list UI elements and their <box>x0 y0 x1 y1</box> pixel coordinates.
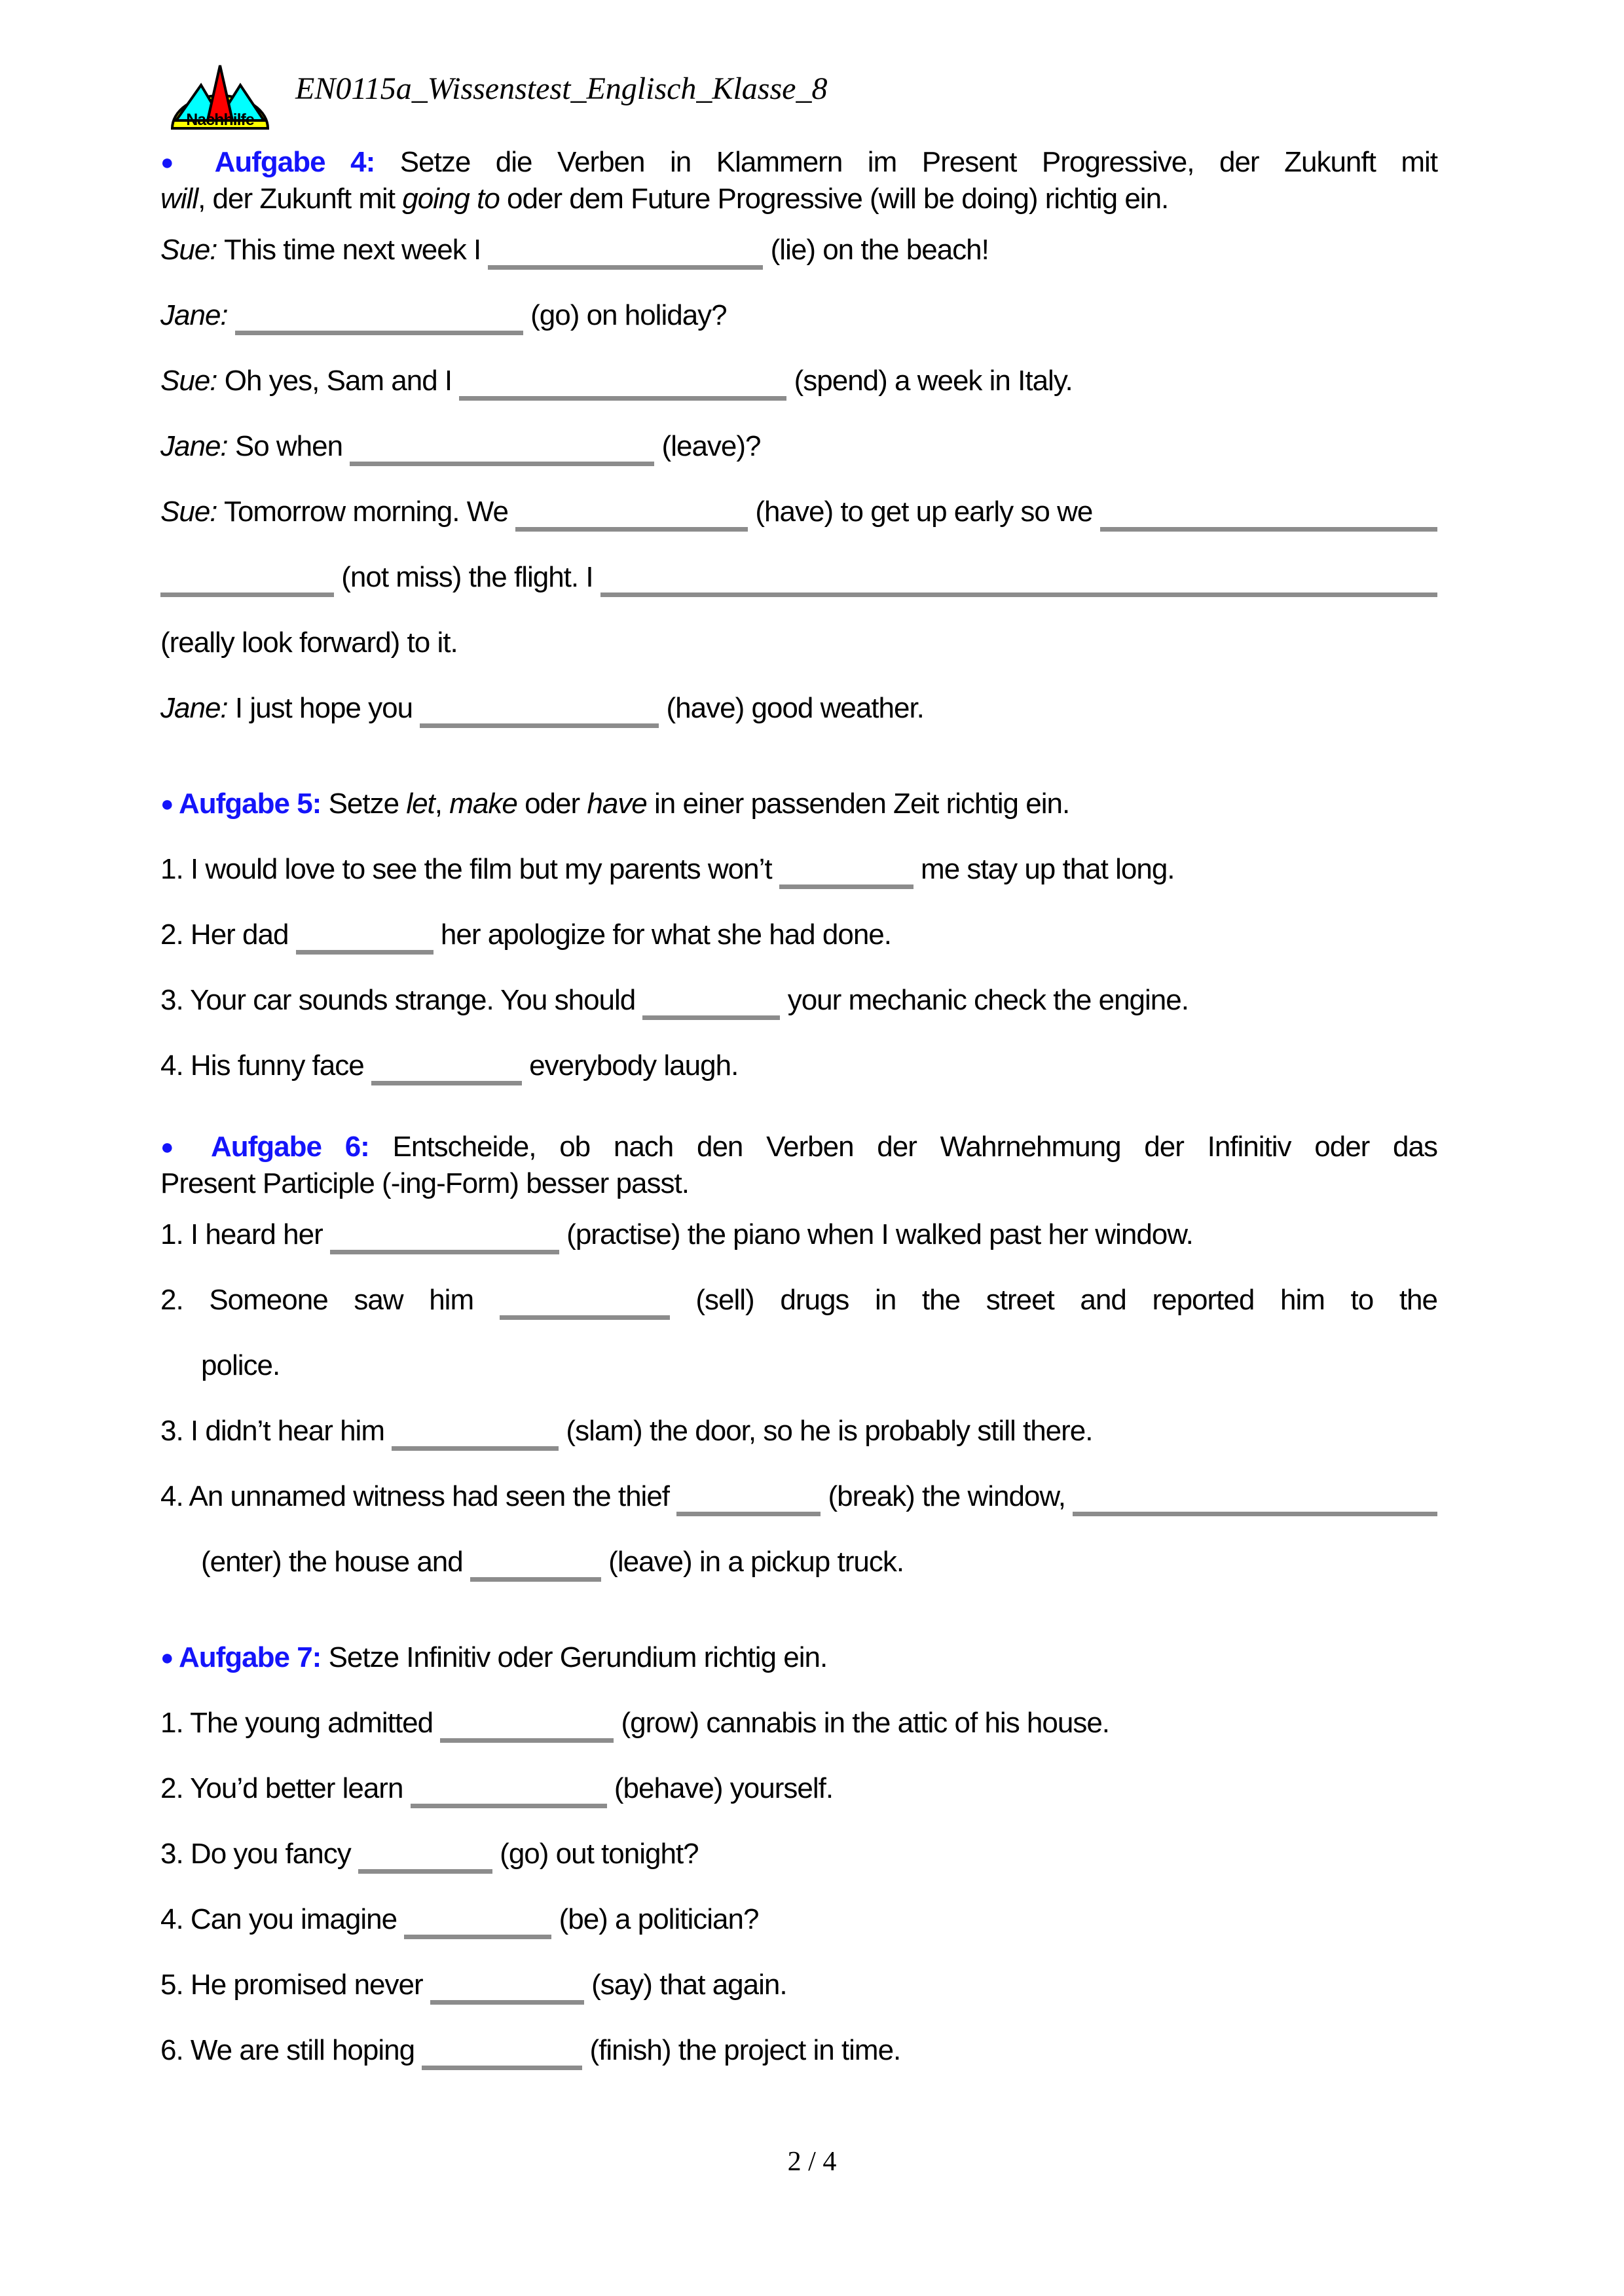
dialogue-jane-3 <box>160 676 1437 741</box>
text-run: 3. Do you fancy <box>160 1838 358 1870</box>
aufgabe6-intro-line2 <box>160 1165 1437 1202</box>
aufgabe5-item-4 <box>160 1033 1437 1099</box>
page-number: 2 / 4 <box>787 2147 837 2177</box>
text-run: Sue: <box>160 496 217 528</box>
text-run: your mechanic check the engine. <box>780 984 1189 1016</box>
aufgabe6-intro-line1 <box>160 1129 1437 1165</box>
answer-blank <box>676 1512 821 1516</box>
text-run: 4. Can you imagine <box>160 1903 405 1935</box>
text-run: 5. He promised never <box>160 1969 430 2001</box>
answer-blank <box>371 1081 522 1085</box>
aufgabe7-item-2 <box>160 1756 1437 1821</box>
answer-blank <box>296 950 434 955</box>
aufgabe7-item-1 <box>160 1690 1437 1756</box>
answer-blank <box>404 1935 551 1939</box>
text-run: (have) good weather. <box>659 692 924 724</box>
text-run: Oh yes, Sam and I <box>217 365 460 397</box>
task-label: Aufgabe 5: <box>178 788 322 820</box>
text-run: (grow) cannabis in the attic of his house. <box>614 1707 1110 1739</box>
task-label: Aufgabe 6: <box>210 1131 369 1163</box>
aufgabe6-item-4-cont <box>160 1529 1437 1595</box>
text-run: Sue: <box>160 365 217 397</box>
text-run: (break) the window, <box>821 1480 1073 1512</box>
text-run: (finish) the project in time. <box>582 2034 901 2066</box>
text-run: in einer passenden Zeit richtig ein. <box>646 788 1070 820</box>
text-run: Jane: <box>160 692 228 724</box>
text-run: everybody laugh. <box>521 1049 739 1082</box>
text-run <box>160 479 1100 545</box>
text-run: (not miss) the flight. I <box>334 561 600 593</box>
text-run: , der Zukunft mit <box>198 183 403 215</box>
text-run: 3. I didn’t hear him <box>160 1415 392 1447</box>
text-run: Entscheide, ob nach den Verben der Wahrnehmung der Infinitiv oder das <box>369 1131 1437 1163</box>
text-run: (really look forward) to it. <box>160 627 458 659</box>
answer-blank <box>1073 1512 1437 1516</box>
text-run: Jane: <box>160 299 228 331</box>
aufgabe7-intro <box>160 1625 1437 1690</box>
text-run: 2. Her dad <box>160 919 296 951</box>
text-run: (lie) on the beach! <box>763 234 989 266</box>
text-run <box>160 1464 1073 1529</box>
aufgabe7-item-3 <box>160 1821 1437 1887</box>
answer-blank <box>600 592 1437 597</box>
text-run: Present Participle (-ing-Form) besser passt. <box>160 1167 689 1199</box>
text-run: 1. I would love to see the film but my parents won’t <box>160 853 779 885</box>
logo-text: Nachhilfe <box>186 111 254 129</box>
text-run: Setze Infinitiv oder Gerundium richtig ein. <box>321 1641 828 1673</box>
answer-blank <box>350 462 654 466</box>
dialogue-sue-3 <box>160 479 1437 545</box>
answer-blank <box>488 265 763 270</box>
answer-blank <box>411 1804 607 1808</box>
bullet-icon: ● <box>160 150 215 175</box>
answer-blank <box>470 1577 601 1582</box>
answer-blank <box>779 884 913 889</box>
text-run: Setze <box>321 788 407 820</box>
aufgabe6-item-4 <box>160 1464 1437 1529</box>
text-run: 2. Someone saw him <box>160 1284 500 1316</box>
text-run: (slam) the door, so he is probably still there. <box>559 1415 1093 1447</box>
text-run: 1. I heard her <box>160 1218 330 1250</box>
bullet-icon: ● <box>160 1135 211 1159</box>
page-header <box>167 60 827 134</box>
text-run: (be) a politician? <box>551 1903 759 1935</box>
aufgabe4-intro-line1 <box>160 144 1437 181</box>
answer-blank <box>392 1446 559 1451</box>
text-run: 6. We are still hoping <box>160 2034 422 2066</box>
text-run: So when <box>227 430 350 462</box>
text-run: 4. An unnamed witness had seen the thief <box>160 1480 677 1512</box>
text-run <box>228 299 235 331</box>
dialogue-sue-3-cont1 <box>160 545 1437 610</box>
answer-blank <box>642 1015 780 1020</box>
text-run: oder dem Future Progressive (will be doing) richtig ein. <box>499 183 1169 215</box>
text-run: (go) on holiday? <box>523 299 727 331</box>
aufgabe6-item-1 <box>160 1202 1437 1267</box>
text-run: (practise) the piano when I walked past her window. <box>559 1218 1193 1250</box>
aufgabe5-item-1 <box>160 837 1437 902</box>
dialogue-sue-1 <box>160 217 1437 283</box>
answer-blank <box>330 1250 559 1254</box>
answer-blank <box>440 1738 614 1743</box>
aufgabe7-item-6 <box>160 2018 1437 2083</box>
document-title: EN0115a_Wissenstest_Englisch_Klasse_8 <box>295 71 828 106</box>
text-run: Jane: <box>160 430 228 462</box>
aufgabe6-item-3 <box>160 1398 1437 1464</box>
text-run: (say) that again. <box>583 1969 787 2001</box>
text-run: oder <box>517 788 587 820</box>
answer-blank <box>160 592 334 597</box>
dialogue-sue-2 <box>160 348 1437 414</box>
aufgabe7-item-4 <box>160 1887 1437 1952</box>
aufgabe5-item-3 <box>160 968 1437 1033</box>
nachhilfe-mountain-logo-icon <box>167 60 273 134</box>
text-run: (enter) the house and <box>201 1546 470 1578</box>
text-run: (have) to get up early so we <box>748 496 1100 528</box>
text-run: (go) out tonight? <box>492 1838 699 1870</box>
bullet-icon: ● <box>160 1645 179 1670</box>
text-run <box>160 545 600 610</box>
text-run: 4. His funny face <box>160 1049 371 1082</box>
text-run: Sue: <box>160 234 217 266</box>
answer-blank <box>459 396 786 401</box>
text-run: her apologize for what she had done. <box>433 919 891 951</box>
text-run: me stay up that long. <box>913 853 1175 885</box>
aufgabe4-intro-line2 <box>160 181 1437 217</box>
answer-blank <box>422 2066 582 2070</box>
text-run: 3. Your car sounds strange. You should <box>160 984 643 1016</box>
text-run: make <box>449 788 517 820</box>
text-run: let <box>406 788 435 820</box>
aufgabe6-item-2-cont <box>160 1333 1437 1398</box>
answer-blank <box>358 1869 492 1874</box>
text-run: This time next week I <box>217 234 489 266</box>
answer-blank <box>500 1315 670 1320</box>
text-run: (sell) drugs in the street and reported him to the <box>669 1284 1438 1316</box>
dialogue-sue-3-cont2 <box>160 610 1437 676</box>
text-run: (leave)? <box>654 430 761 462</box>
bullet-icon: ● <box>160 792 179 816</box>
worksheet-body <box>160 144 1437 2083</box>
text-run: (behave) yourself. <box>606 1772 834 1804</box>
answer-blank <box>515 527 748 532</box>
task-label: Aufgabe 4: <box>214 146 375 178</box>
dialogue-jane-2 <box>160 414 1437 479</box>
text-run: have <box>587 788 647 820</box>
text-run: police. <box>201 1349 280 1381</box>
aufgabe5-intro <box>160 771 1437 837</box>
task-label: Aufgabe 7: <box>178 1641 322 1673</box>
answer-blank <box>235 331 523 335</box>
text-run: (leave) in a pickup truck. <box>600 1546 904 1578</box>
answer-blank <box>420 723 659 728</box>
text-run: going to <box>402 183 500 215</box>
aufgabe6-item-2 <box>160 1267 1437 1333</box>
aufgabe7-item-5 <box>160 1952 1437 2018</box>
text-run: , <box>434 788 450 820</box>
text-run: Setze die Verben in Klammern im Present Progressive, der Zukunft mit <box>375 146 1438 178</box>
text-run: Tomorrow morning. We <box>217 496 516 528</box>
text-run: I just hope you <box>227 692 420 724</box>
text-run: (spend) a week in Italy. <box>786 365 1073 397</box>
text-run: 2. You’d better learn <box>160 1772 411 1804</box>
aufgabe5-item-2 <box>160 902 1437 968</box>
text-run: will <box>160 183 198 215</box>
dialogue-jane-1 <box>160 283 1437 348</box>
text-run: 1. The young admitted <box>160 1707 441 1739</box>
answer-blank <box>430 2000 584 2005</box>
answer-blank <box>1100 527 1437 532</box>
